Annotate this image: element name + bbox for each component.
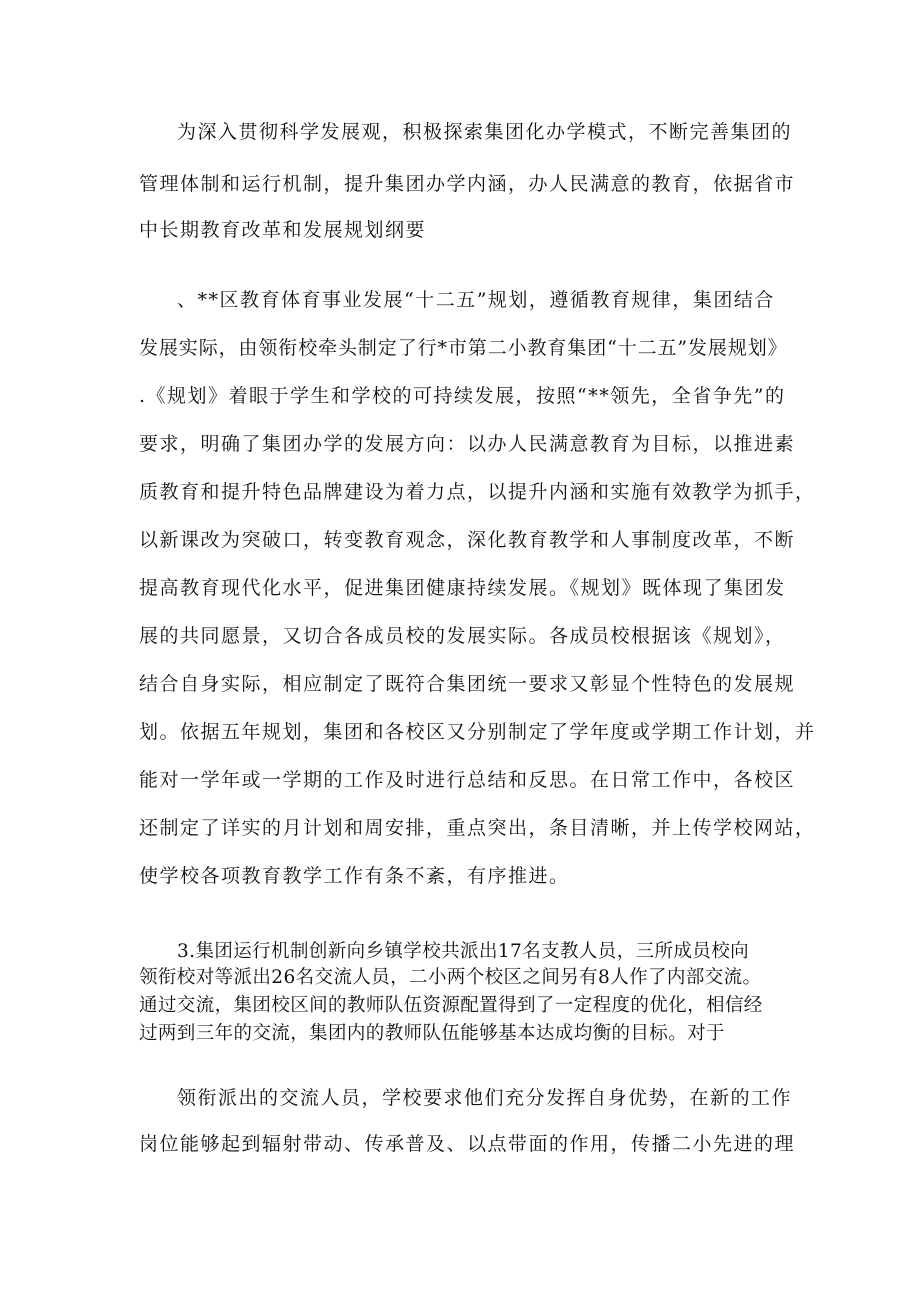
paragraph-line: 3.集团运行机制创新向乡镇学校共派出17名支教人员，三所成员校向 bbox=[177, 941, 749, 962]
paragraph-line: 通过交流，集团校区间的教师队伍资源配置得到了一定程度的优化，相信经 bbox=[139, 995, 763, 1016]
paragraph-line: 结合自身实际，相应制定了既符合集团统一要求又彰显个性特色的发展规 bbox=[139, 673, 796, 695]
paragraph-line: 过两到三年的交流，集团内的教师队伍能够基本达成均衡的目标。对于 bbox=[139, 1023, 725, 1044]
paragraph-line: .《规划》着眼于学生和学校的可持续发展，按照“**领先，全省争先”的 bbox=[139, 385, 786, 407]
paragraph-line: 发展实际，由领衔校牵头制定了行*市第二小教育集团“十二五”发展规划》 bbox=[139, 337, 788, 359]
paragraph-line: 领衔校对等派出26名交流人员，二小两个校区之间另有8人作了内部交流。 bbox=[139, 967, 762, 988]
paragraph-line: 中长期教育改革和发展规划纲要 bbox=[139, 219, 427, 241]
paragraph-line: 为深入贯彻科学发展观，积极探索集团化办学模式，不断完善集团的 bbox=[177, 121, 793, 143]
paragraph-line: 岗位能够起到辐射带动、传承普及、以点带面的作用，传播二小先进的理 bbox=[139, 1133, 796, 1155]
paragraph-line: 能对一学年或一学期的工作及时进行总结和反思。在日常工作中，各校区 bbox=[139, 769, 796, 791]
paragraph-line: 要求，明确了集团办学的发展方向：以办人民满意教育为目标，以推进素 bbox=[139, 433, 796, 455]
paragraph-line: 以新课改为突破口，转变教育观念，深化教育教学和人事制度改革，不断 bbox=[139, 529, 796, 551]
paragraph-line: 划。依据五年规划，集团和各校区又分别制定了学年度或学期工作计划，并 bbox=[139, 721, 816, 743]
paragraph-line: 使学校各项教育教学工作有条不紊，有序推进。 bbox=[139, 865, 570, 887]
paragraph-line: 质教育和提升特色品牌建设为着力点，以提升内涵和实施有效教学为抓手， bbox=[139, 481, 816, 503]
paragraph-line: 还制定了详实的月计划和周安排，重点突出，条目清晰，并上传学校网站， bbox=[139, 817, 816, 839]
paragraph-line: 展的共同愿景，又切合各成员校的发展实际。各成员校根据该《规划》， bbox=[139, 625, 786, 647]
paragraph-line: 提高教育现代化水平，促进集团健康持续发展。《规划》既体现了集团发 bbox=[139, 577, 786, 599]
paragraph-line: 、**区教育体育事业发展“十二五”规划，遵循教育规律，集团结合 bbox=[177, 289, 775, 311]
paragraph-line: 管理体制和运行机制，提升集团办学内涵，办人民满意的教育，依据省市 bbox=[139, 173, 796, 195]
paragraph-line: 领衔派出的交流人员，学校要求他们充分发挥自身优势，在新的工作 bbox=[177, 1087, 793, 1109]
